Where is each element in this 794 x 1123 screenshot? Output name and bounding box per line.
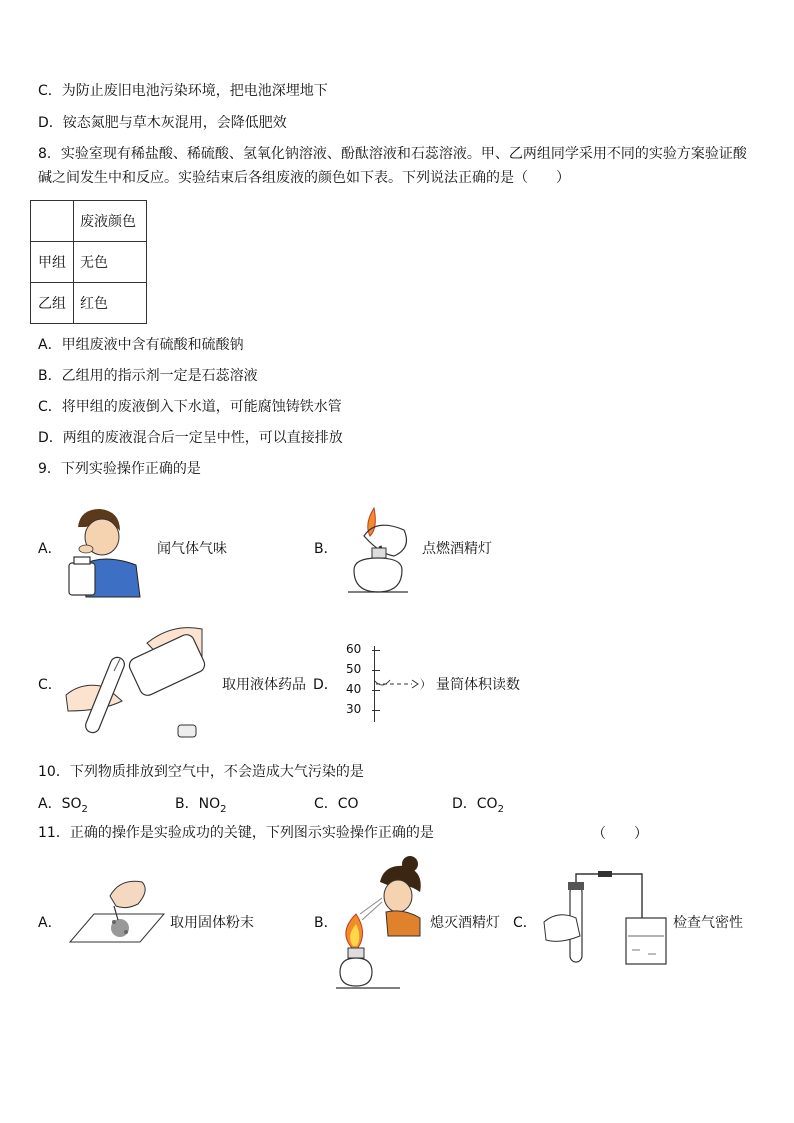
- airtightness-check-illustration: [542, 870, 668, 968]
- table-header-color: 废液颜色: [74, 201, 147, 242]
- table-row: [31, 201, 147, 242]
- table-cell-group: 乙组: [31, 283, 74, 324]
- q9-b-letter: B．: [314, 541, 338, 557]
- tick-label: 50: [346, 662, 362, 676]
- lighting-alcohol-lamp-illustration: [334, 500, 424, 600]
- table-cell-color: 红色: [74, 283, 147, 324]
- q10-option-c: C．CO: [314, 796, 359, 812]
- q8-option-c: C．将甲组的废液倒入下水道，可能腐蚀铸铁水管: [38, 399, 342, 415]
- q11-a-letter: A．: [38, 915, 62, 931]
- q9-b-caption: 点燃酒精灯: [422, 541, 492, 557]
- q7-option-c: C．为防止废旧电池污染环境，把电池深埋地下: [38, 83, 328, 99]
- smelling-gas-illustration: [64, 505, 144, 600]
- graduated-cylinder-scale: [346, 642, 376, 722]
- q9-a-letter: A．: [38, 541, 62, 557]
- solid-powder-illustration: [64, 876, 168, 948]
- q9-c-caption: 取用液体药品: [222, 677, 306, 693]
- q11-b-caption: 熄灭酒精灯: [430, 915, 500, 931]
- q9-c-letter: C．: [38, 677, 62, 693]
- table-row: [31, 242, 147, 283]
- q9-a-caption: 闻气体气味: [157, 541, 227, 557]
- tick-label: 40: [346, 682, 362, 696]
- q11-c-caption: 检查气密性: [673, 915, 743, 931]
- q10-option-d: D．$CO_2$: [452, 796, 504, 815]
- q11-c-letter: C．: [513, 915, 537, 931]
- tick-label: 60: [346, 642, 362, 656]
- eye-level-reading-line: [374, 664, 434, 700]
- q8-option-a: A．甲组废液中含有硫酸和硫酸钠: [38, 337, 244, 353]
- q11-answer-paren: （ ）: [592, 826, 648, 842]
- q8-waste-color-table: [30, 200, 147, 324]
- q9-stem: 9．下列实验操作正确的是: [38, 461, 201, 477]
- table-cell-color: 无色: [74, 242, 147, 283]
- q8-option-d: D．两组的废液混合后一定呈中性，可以直接排放: [38, 430, 343, 446]
- q9-d-letter: D．: [313, 677, 338, 693]
- table-row: [31, 283, 147, 324]
- tick-label: 30: [346, 702, 362, 716]
- q7-option-d: D．铵态氮肥与草木灰混用，会降低肥效: [38, 115, 287, 131]
- q11-a-caption: 取用固体粉末: [170, 915, 254, 931]
- q9-d-caption: 量筒体积读数: [436, 677, 520, 693]
- q11-b-letter: B．: [314, 915, 338, 931]
- q10-option-b: B．$NO_2$: [175, 796, 227, 815]
- q10-option-a: A．$SO_2$: [38, 796, 88, 815]
- pouring-liquid-illustration: [62, 615, 212, 745]
- q11-stem: 11．正确的操作是实验成功的关键，下列图示实验操作正确的是: [38, 825, 434, 841]
- q8-stem: 8．实验室现有稀盐酸、稀硫酸、氢氧化钠溶液、酚酞溶液和石蕊溶液。甲、乙两组同学采用不同的实验方案验证酸碱之间发生中和反应。实验结束后各组废液的颜色如下表。下列说法正确的是（ ）: [38, 146, 747, 186]
- table-cell: [31, 201, 74, 242]
- table-cell-group: 甲组: [31, 242, 74, 283]
- blowing-out-lamp-illustration: [336, 852, 428, 990]
- q10-stem: 10．下列物质排放到空气中，不会造成大气污染的是: [38, 764, 364, 780]
- q8-option-b: B．乙组用的指示剂一定是石蕊溶液: [38, 368, 258, 384]
